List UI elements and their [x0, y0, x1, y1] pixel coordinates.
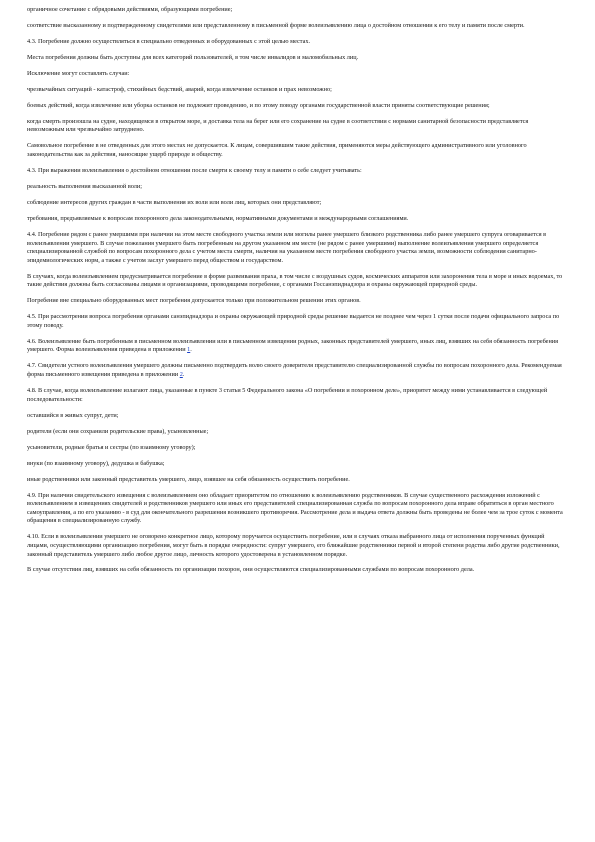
- paragraph: [27, 297, 565, 306]
- paragraph: [27, 338, 565, 355]
- paragraph-text: боевых действий, когда извлечение или уборка останков не подлежит проведению, и по этому поводу органами государственной власти приняты соответствующие решения;: [27, 101, 490, 109]
- paragraph: [27, 362, 565, 379]
- paragraph: [27, 566, 565, 575]
- paragraph: [27, 428, 565, 437]
- paragraph-text: родители (если они сохранили родительские права), усыновленные;: [27, 427, 209, 435]
- paragraph-text: реальность выполнения высказанной воли;: [27, 183, 142, 191]
- paragraph: [27, 231, 565, 265]
- paragraph-text: когда смерть произошла на судне, находящемся в открытом море, и доставка тела на берег или его сохранение на судне в соответствии с нормами санитарной безопасности представляется невозможным или чрезвычайно затруднено.: [27, 117, 529, 134]
- paragraph-text: Самовольное погребение в не отведенных для этого местах не допускается. К лицам, совершившим такие действия, применяются меры действующего административного или уголовного законодательства как за действия, наносящие ущерб природе и обществу.: [27, 142, 527, 159]
- paragraph: [27, 492, 565, 526]
- document-page: [27, 6, 565, 582]
- paragraph: [27, 533, 565, 559]
- paragraph: [27, 215, 565, 224]
- paragraph: [27, 54, 565, 63]
- appendix-link[interactable]: 2: [179, 371, 183, 379]
- paragraph: [27, 22, 565, 31]
- paragraph: [27, 142, 565, 159]
- paragraph-text: В случае отсутствия лиц, взявших на себя обязанность по организации похорон, они осуществляются специализированными службами по вопросам похоронного дела.: [27, 566, 475, 574]
- paragraph-text: Погребение вне специально оборудованных мест погребения допускается только при положительном решении этих органов.: [27, 297, 361, 305]
- paragraph: [27, 476, 565, 485]
- paragraph-text: В случаях, когда волеизъявлением предусматривается погребение в форме развеивания праха, в том числе с воздушных судов, космических аппаратов или захоронения тела в море и иных водоемах, то такие действия должны быть согласованы лицами и организациями, проводящими погребение, с органами Госсанэпиднадзора и охраны окружающей природной среды.: [27, 272, 563, 289]
- paragraph-text: Исключение могут составлять случаи:: [27, 69, 130, 77]
- paragraph: [27, 412, 565, 421]
- paragraph: [27, 167, 565, 176]
- paragraph-text: органичное сочетание с обрядовыми действиями, образующими погребение;: [27, 6, 233, 13]
- paragraph: [27, 313, 565, 330]
- paragraph-text: внуки (по взаимному уговору), дедушка и бабушка;: [27, 459, 165, 467]
- paragraph-text: оставшийся в живых супруг, дети;: [27, 411, 119, 419]
- paragraph-text: 4.8. В случае, когда волеизъявление излагают лица, указанные в пункте 3 статьи 5 Федерального закона «О погребении и похоронном деле», приоритет между ними устанавливается в следующей последовательности:: [27, 387, 548, 403]
- paragraph: [27, 102, 565, 111]
- paragraph-text: 4.10. Если в волеизъявлении умершего не оговорено конкретное лицо, которому поручается осуществить погребение, или в случаях отказа выбранного лица от исполнения порученных функций лицами, осуществляющими организацию погребения, могут быть в порядке очередности: супруг умершего, его ближайшие родственники первой и второй степени родства либо другие родственники, законный представитель умершего либо любое другое лицо, личность которого удостоверена в установленном порядке.: [27, 533, 560, 558]
- paragraph-tail: .: [190, 346, 192, 354]
- paragraph-text: чрезвычайных ситуаций - катастроф, стихийных бедствий, аварий, когда извлечение останков и прах невозможно;: [27, 85, 332, 93]
- paragraph-text: 4.5. При рассмотрении вопроса погребения органами санэпиднадзора и охраны окружающей природной среды решение выдается не позднее чем через 1 сутки после подачи официального запроса по этому поводу.: [27, 313, 560, 329]
- paragraph: [27, 273, 565, 290]
- paragraph: [27, 86, 565, 95]
- paragraph-text: 4.6. Волеизъявление быть погребенным в письменном волеизъявлении или в письменном извещении родных, законных представителей умершего, иных лиц, взявших на себя обязанность погребения умершего. Форма волеизъявления приведена в приложении: [27, 337, 559, 354]
- paragraph: [27, 387, 565, 404]
- paragraph-text: 4.4. Погребение рядом с ранее умершими при наличии на этом месте свободного участка земли или могилы ранее умершего близкого родственника либо ранее умершего супруга оговаривается в волеизъявлении умершего. В случае пожелания умершего быть погребенным на другом указанном им месте (не рядом с ранее умершими) выполнение волеизъявления умершего определяется специализированной службой по вопросам похоронного дела с учетом места смерти, наличия на указанном месте погребения свободного участка земли, возможности соблюдения санитарно-эпидемиологических норм, а также с учетом заслуг умершего перед обществом и государством.: [27, 230, 547, 264]
- paragraph-text: требования, предъявляемые к вопросам похоронного дела законодательными, нормативными документами и международными соглашениями.: [27, 215, 409, 222]
- paragraph: [27, 183, 565, 192]
- paragraph-text: 4.3. Погребение должно осуществляться в специально отведенных и оборудованных с этой целью местах.: [27, 37, 311, 45]
- paragraph: [27, 38, 565, 47]
- paragraph: [27, 70, 565, 79]
- paragraph: [27, 444, 565, 453]
- appendix-link[interactable]: 1: [187, 346, 191, 354]
- paragraph: [27, 6, 565, 15]
- paragraph-text: 4.7. Свидетели устного волеизъявления умершего должны письменно подтвердить волю своего доверителя представителю специализированной службы по вопросам похоронного дела. Рекомендуемая форма письменного извещения приведена в приложении: [27, 362, 562, 379]
- paragraph-text: соблюдение интересов других граждан в части выполнения их воли или воли лиц, которых они представляют;: [27, 199, 322, 207]
- paragraph-text: соответствие высказанному и подтвержденному свидетелями или представленному в письменной форме волеизъявлению лица о достойном отношении к его телу и памяти после смерти.: [27, 21, 525, 29]
- paragraph: [27, 199, 565, 208]
- paragraph: [27, 460, 565, 469]
- paragraph-text: Места погребения должны быть доступны для всех категорий пользователей, в том числе инвалидов и маломобильных лиц.: [27, 53, 359, 61]
- paragraph-text: иные родственники или законный представитель умершего, лицо, взявшее на себя обязанность осуществить погребение.: [27, 475, 350, 483]
- paragraph-text: усыновители, родные братья и сестры (по взаимному уговору);: [27, 443, 196, 451]
- paragraph: [27, 118, 565, 135]
- paragraph-text: 4.3. При выражении волеизъявления о достойном отношении после смерти к своему телу и памяти о себе следует учитывать:: [27, 167, 362, 175]
- paragraph-tail: .: [182, 371, 185, 379]
- paragraph-text: 4.9. При наличии свидетельского извещения с волеизъявлением оно обладает приоритетом по отношению к волеизъявлению родственников. В случае существенного расхождения изложений с волеизъявлением в извещениях свидетелей и родственников умершего или иных его представителей специализированная служба по вопросам похоронного дела вправе обратиться в орган местного самоуправления, а по его указанию - в суд для окончательного разрешения возникшего противоречия. Рассмотрение дела и выдача ответа должны быть проведены не более чем за трое суток с момента обращения в специализированную службу.: [27, 491, 563, 525]
